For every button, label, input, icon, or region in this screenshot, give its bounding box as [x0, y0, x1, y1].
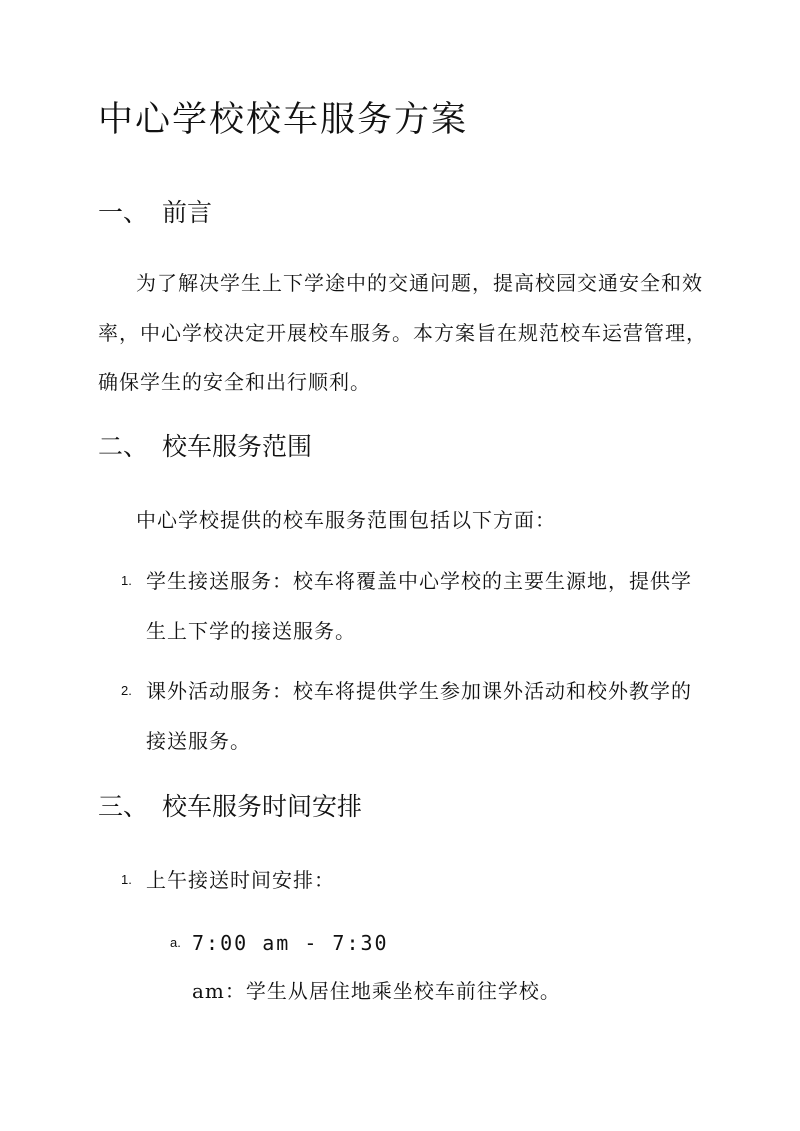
section-heading-schedule: [98, 791, 362, 823]
paragraph-line: 为了解决学生上下学途中的交通问题，提高校园交通安全和效: [136, 271, 703, 295]
section-title: 校车服务时间安排: [162, 792, 363, 821]
list-item-line: 接送服务。: [146, 729, 251, 753]
section-number: 二、: [98, 432, 149, 461]
section-title: 前言: [162, 198, 213, 227]
document-title: 中心学校校车服务方案: [98, 100, 469, 140]
list-item-line: 上午接送时间安排：: [146, 868, 335, 892]
section-title: 校车服务范围: [162, 432, 313, 461]
list-item-line: 学生接送服务：校车将覆盖中心学校的主要生源地，提供学: [146, 569, 692, 593]
section-heading-scope: [98, 431, 312, 463]
list-marker: 2.: [121, 683, 132, 698]
list-marker: 1.: [121, 573, 132, 588]
list-item-line: 课外活动服务：校车将提供学生参加课外活动和校外教学的: [146, 679, 692, 703]
paragraph-line: 率，中心学校决定开展校车服务。本方案旨在规范校车运营管理，: [98, 321, 707, 345]
list-marker: 1.: [121, 872, 132, 887]
list-item-line: 生上下学的接送服务。: [146, 619, 356, 643]
section-heading-preface: [98, 197, 212, 229]
sublist-item-time: 7:00 am - 7:30: [192, 931, 389, 955]
section-number: 三、: [98, 792, 149, 821]
paragraph-line: 确保学生的安全和出行顺利。: [98, 370, 371, 394]
section-intro: 中心学校提供的校车服务范围包括以下方面：: [136, 508, 556, 532]
sublist-item-line: am：学生从居住地乘坐校车前往学校。: [192, 979, 561, 1003]
section-number: 一、: [98, 198, 149, 227]
sublist-marker: a.: [170, 935, 181, 950]
